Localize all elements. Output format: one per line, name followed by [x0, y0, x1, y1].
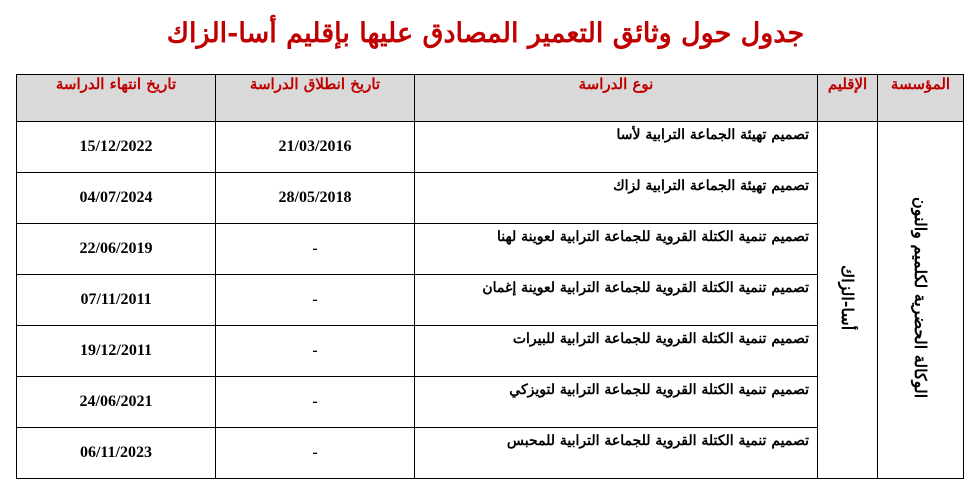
header-institution: المؤسسة [878, 75, 964, 122]
end-date-cell: 22/06/2019 [17, 224, 216, 275]
end-date-cell: 19/12/2011 [17, 326, 216, 377]
study-cell: تصميم تهيئة الجماعة الترابية لزاك [415, 173, 818, 224]
province-cell [818, 122, 878, 479]
study-cell: تصميم تنمية الكتلة القروية للجماعة الترابية للبيرات [415, 326, 818, 377]
study-cell: تصميم تنمية الكتلة القروية للجماعة الترابية لعوينة لهنا [415, 224, 818, 275]
province-name: أسا-الزاك [838, 265, 857, 331]
end-date-cell: 07/11/2011 [17, 275, 216, 326]
header-study-type: نوع الدراسة [415, 75, 818, 122]
header-start-date: تاريخ انطلاق الدراسة [216, 75, 415, 122]
study-cell: تصميم تنمية الكتلة القروية للجماعة الترابية لتويزكي [415, 377, 818, 428]
start-date-cell: - [216, 326, 415, 377]
end-date-cell: 24/06/2021 [17, 377, 216, 428]
page-title: جدول حول وثائق التعمير المصادق عليها بإقليم أسا-الزاك [166, 18, 805, 49]
study-cell: تصميم تهيئة الجماعة الترابية لأسا [415, 122, 818, 173]
start-date-cell: - [216, 275, 415, 326]
end-date-cell: 06/11/2023 [17, 428, 216, 479]
table-header-row [17, 75, 964, 122]
study-cell: تصميم تنمية الكتلة القروية للجماعة الترابية لعوينة إغمان [415, 275, 818, 326]
institution-name: الوكالة الحضرية لكلميم والنون [911, 197, 930, 399]
header-end-date: تاريخ انتهاء الدراسة [17, 75, 216, 122]
institution-cell [878, 122, 964, 479]
study-cell: تصميم تنمية الكتلة القروية للجماعة الترابية للمحبس [415, 428, 818, 479]
end-date-cell: 15/12/2022 [17, 122, 216, 173]
start-date-cell: 21/03/2016 [216, 122, 415, 173]
header-province: الإقليم [818, 75, 878, 122]
start-date-cell: - [216, 224, 415, 275]
table-row [17, 122, 964, 173]
start-date-cell: - [216, 428, 415, 479]
urban-documents-table [16, 74, 964, 479]
end-date-cell: 04/07/2024 [17, 173, 216, 224]
start-date-cell: 28/05/2018 [216, 173, 415, 224]
start-date-cell: - [216, 377, 415, 428]
